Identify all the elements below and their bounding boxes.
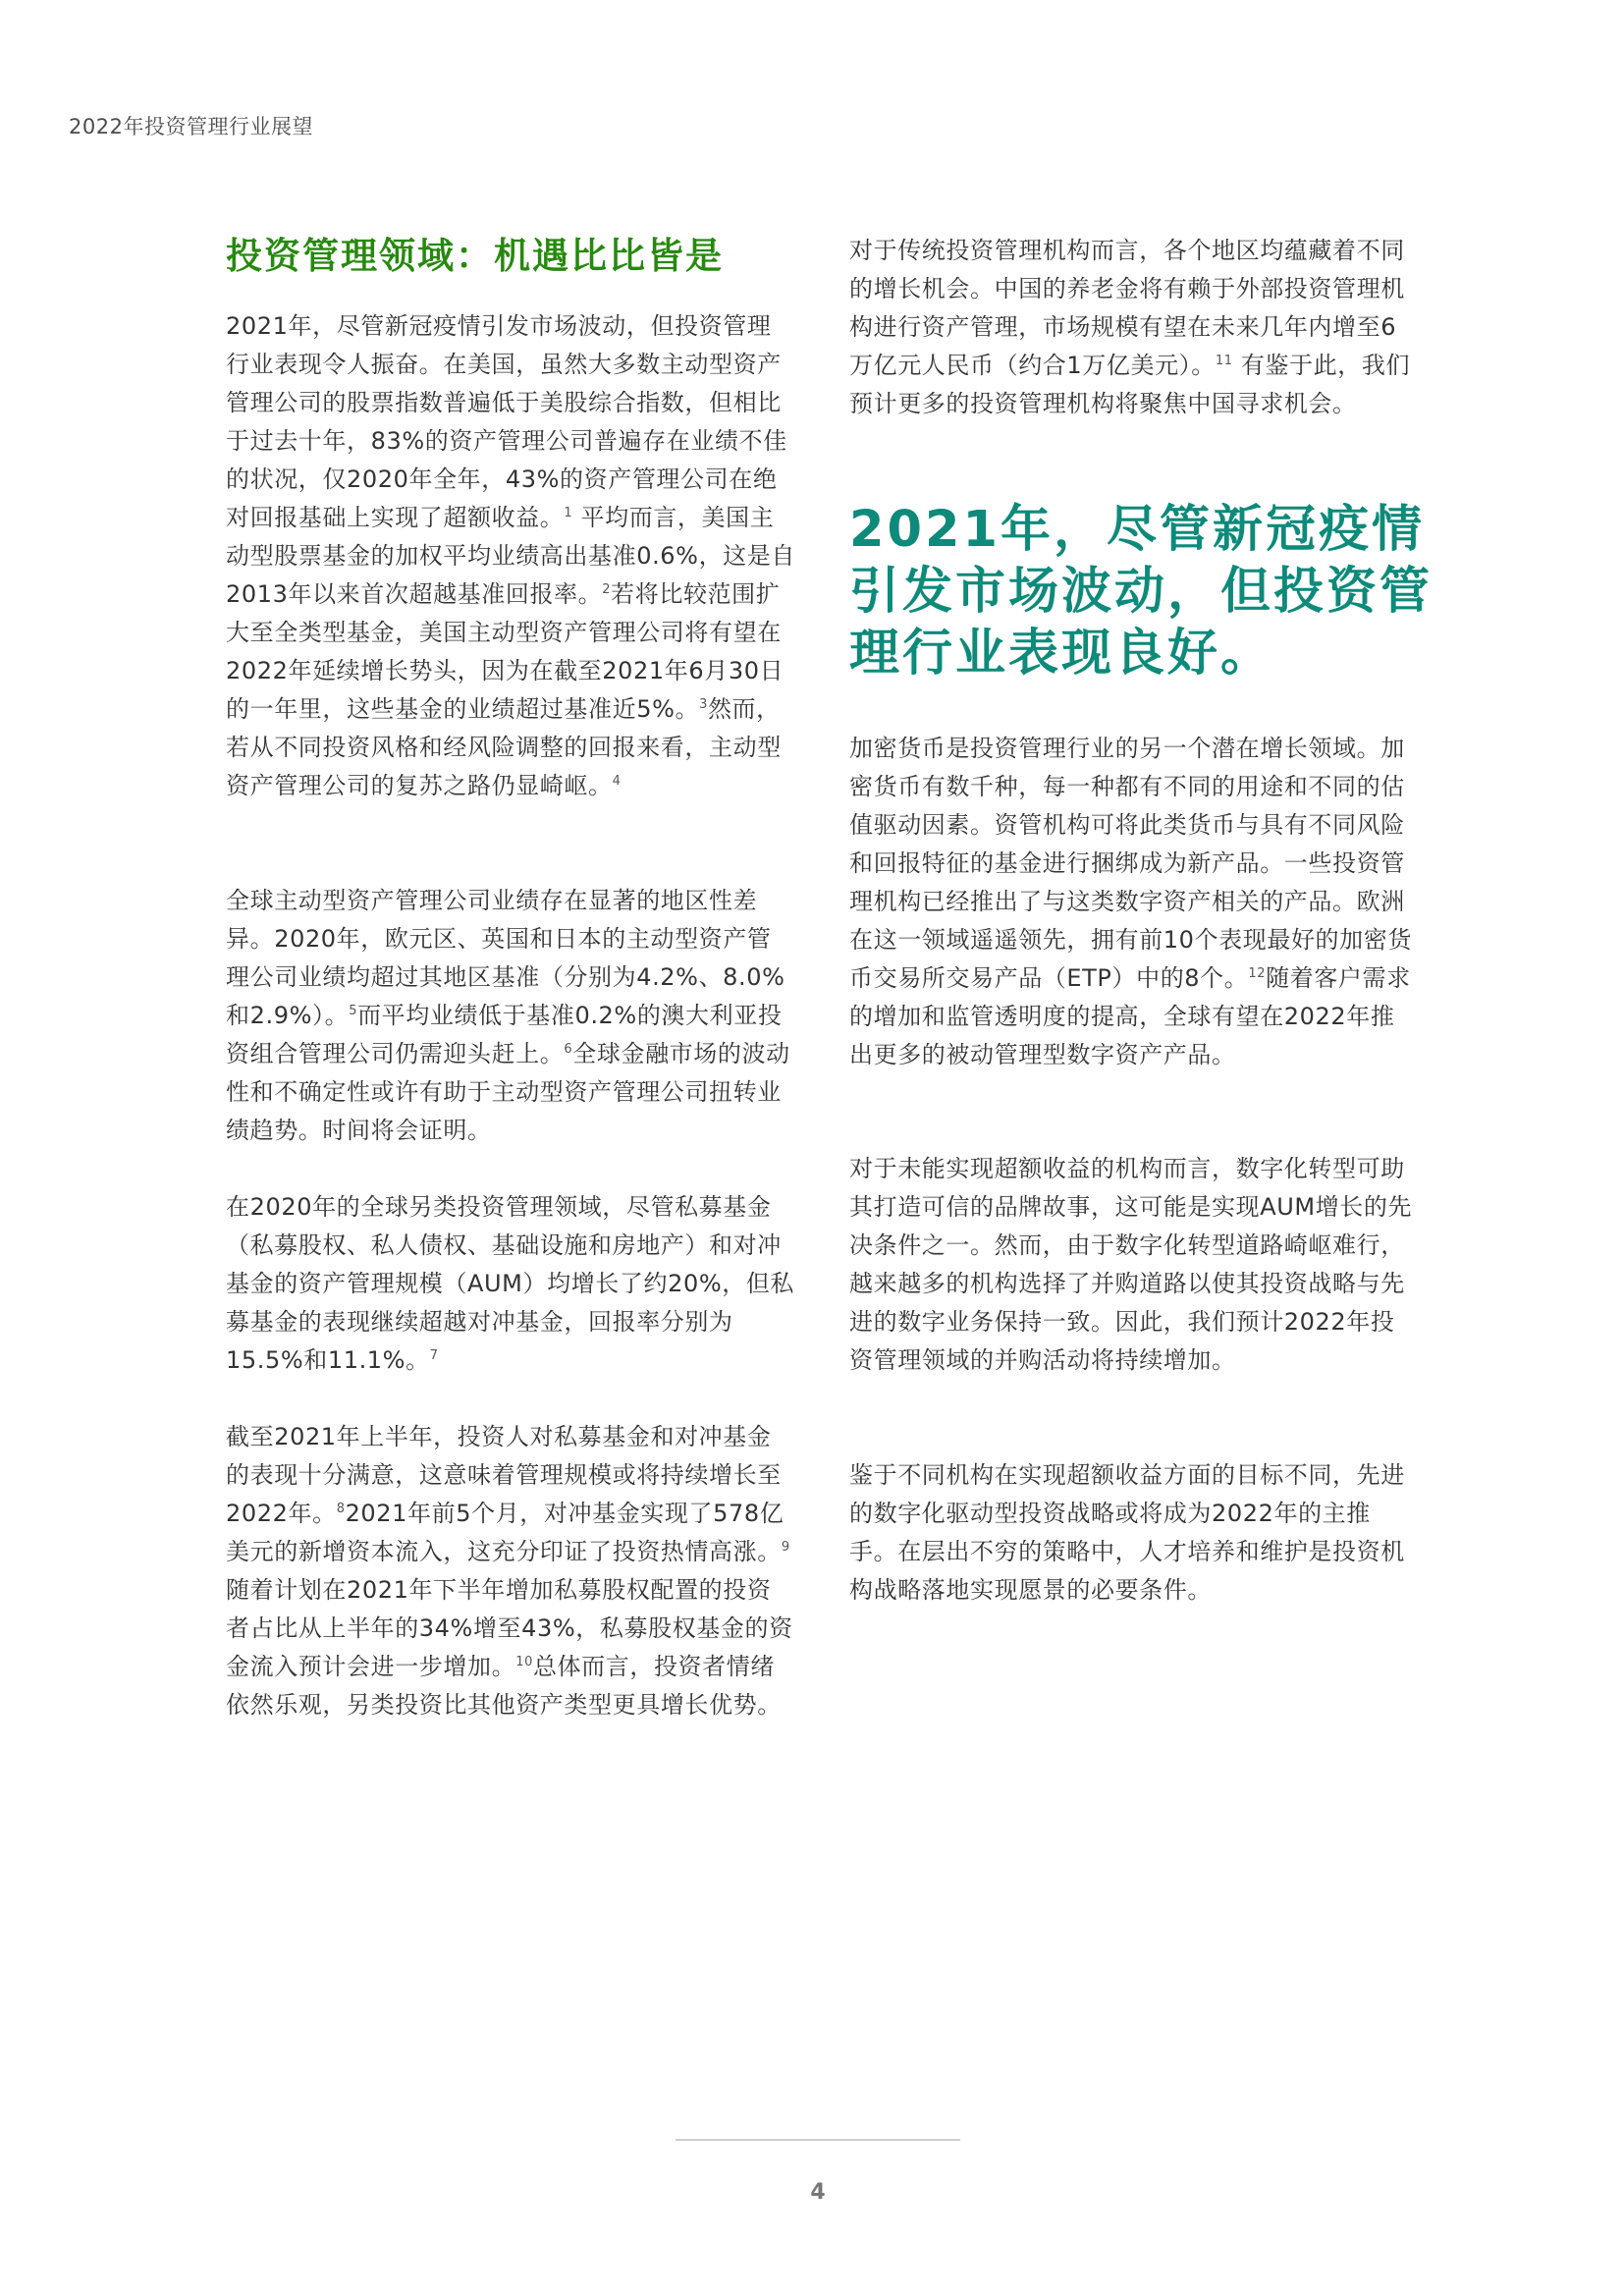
- section-title: 投资管理领域：机遇比比皆是: [226, 235, 724, 277]
- paragraph-8: 鉴于不同机构在实现超额收益方面的目标不同，先进的数字化驱动型投资战略或将成为2022年的主推手。在层出不穷的策略中，人才培养和维护是投资机构战略落地实现愿景的必要条件。: [849, 1461, 1405, 1604]
- paragraph-5: [849, 232, 1419, 423]
- paragraph-text: 加密货币是投资管理行业的另一个潜在增长领域。加密货币有数千种，每一种都有不同的用途和不同的估值驱动因素。资管机构可将此类货币与具有不同风险和回报特征的基金进行捆绑成为新产品。一些投资管理机构已经推出了与这类数字资产相关的产品。欧洲在这一领域遥遥领先，拥有前10个表现最好的加密货币交易所交易产品（ETP）中的8个。: [849, 735, 1412, 992]
- paragraph-text: 2021年，尽管新冠疫情引发市场波动，但投资管理行业表现令人振奋。在美国，虽然大多数主动型资产管理公司的股票指数普遍低于美股综合指数，但相比于过去十年，83%的资产管理公司普遍存在业绩不佳的状况，仅2020年全年，43%的资产管理公司在绝对回报基础上实现了超额收益。: [226, 312, 787, 531]
- footnote-ref: 7: [429, 1348, 439, 1363]
- paragraph-7: 对于未能实现超额收益的机构而言，数字化转型可助其打造可信的品牌故事，这可能是实现AUM增长的先决条件之一。然而，由于数字化转型道路崎岖难行，越来越多的机构选择了并购道路以使其投资战略与先进的数字业务保持一致。因此，我们预计2022年投资管理领域的并购活动将持续增加。: [849, 1155, 1413, 1374]
- paragraph-text: 而平均业绩低于基准0.2%的澳大利亚投资组合管理公司仍需迎头赶上。: [226, 1002, 783, 1067]
- paragraph-6: [849, 730, 1419, 1074]
- paragraph-text: 然而，若从不同投资风格和经风险调整的回报来看，主动型资产管理公司的复苏之路仍显崎岖。: [226, 695, 782, 799]
- paragraph-2: [226, 882, 795, 1150]
- footnote-ref: 6: [564, 1042, 573, 1057]
- paragraph-text: 2021年前5个月，对冲基金实现了578亿美元的新增资本流入，这充分印证了投资热情高涨。: [226, 1500, 784, 1565]
- paragraph-3: [226, 1188, 795, 1380]
- footnote-ref: 9: [781, 1540, 790, 1555]
- paragraph-4: [226, 1418, 795, 1724]
- paragraph-text: 总体而言，投资者情绪依然乐观，另类投资比其他资产类型更具增长优势。: [226, 1653, 782, 1719]
- page-number: 4: [810, 2180, 826, 2205]
- footnote-ref: 4: [612, 774, 622, 789]
- paragraph-text: 全球主动型资产管理公司业绩存在显著的地区性差异。2020年，欧元区、英国和日本的主动型资产管理公司业绩均超过其地区基准（分别为4.2%、8.0%和2.9%）。: [226, 887, 785, 1029]
- footnote-ref: 10: [515, 1655, 533, 1669]
- paragraph-text: 全球金融市场的波动性和不确定性或许有助于主动型资产管理公司扭转业绩趋势。时间将会证明。: [226, 1040, 790, 1144]
- footnote-ref: 12: [1248, 966, 1267, 981]
- paragraph-text: 有鉴于此，我们预计更多的投资管理机构将聚焦中国寻求机会。: [849, 352, 1411, 417]
- paragraph-text: 平均而言，美国主动型股票基金的加权平均业绩高出基准0.6%，这是自2013年以来首次超越基准回报率。: [226, 504, 795, 608]
- paragraph-text: 随着客户需求的增加和监管透明度的提高，全球有望在2022年推出更多的被动管理型数字资产产品。: [849, 964, 1411, 1068]
- footnote-ref: 2: [602, 582, 612, 597]
- footnote-ref: 8: [336, 1502, 346, 1516]
- footer-divider: [676, 2139, 960, 2141]
- paragraph-text: 对于传统投资管理机构而言，各个地区均蕴藏着不同的增长机会。中国的养老金将有赖于外部投资管理机构进行资产管理，市场规模有望在未来几年内增至6万亿元人民币（约合1万亿美元）。: [849, 237, 1405, 379]
- footnote-ref: 11: [1215, 354, 1233, 368]
- paragraph-text: 在2020年的全球另类投资管理领域，尽管私募基金（私募股权、私人债权、基础设施和房地产）和对冲基金的资产管理规模（AUM）均增长了约20%，但私募基金的表现继续超越对冲基金，回报率分别为15.5%和11.1%。: [226, 1193, 795, 1374]
- paragraph-text: 截至2021年上半年，投资人对私募基金和对冲基金的表现十分满意，这意味着管理规模或将持续增长至2022年。: [226, 1423, 782, 1527]
- footnote-ref: 5: [349, 1004, 358, 1018]
- footnote-ref: 3: [699, 697, 708, 712]
- running-header: 2022年投资管理行业展望: [69, 115, 313, 138]
- paragraph-1: [226, 307, 795, 805]
- footnote-ref: 1: [564, 506, 573, 520]
- paragraph-text: 随着计划在2021年下半年增加私募股权配置的投资者占比从上半年的34%增至43%，私募股权基金的资金流入预计会进一步增加。: [226, 1576, 793, 1680]
- pull-quote: 2021年，尽管新冠疫情引发市场波动，但投资管理行业表现良好。: [849, 501, 1434, 683]
- paragraph-text: 若将比较范围扩大至全类型基金，美国主动型资产管理公司将有望在2022年延续增长势头，因为在截至2021年6月30日的一年里，这些基金的业绩超过基准近5%。: [226, 580, 784, 723]
